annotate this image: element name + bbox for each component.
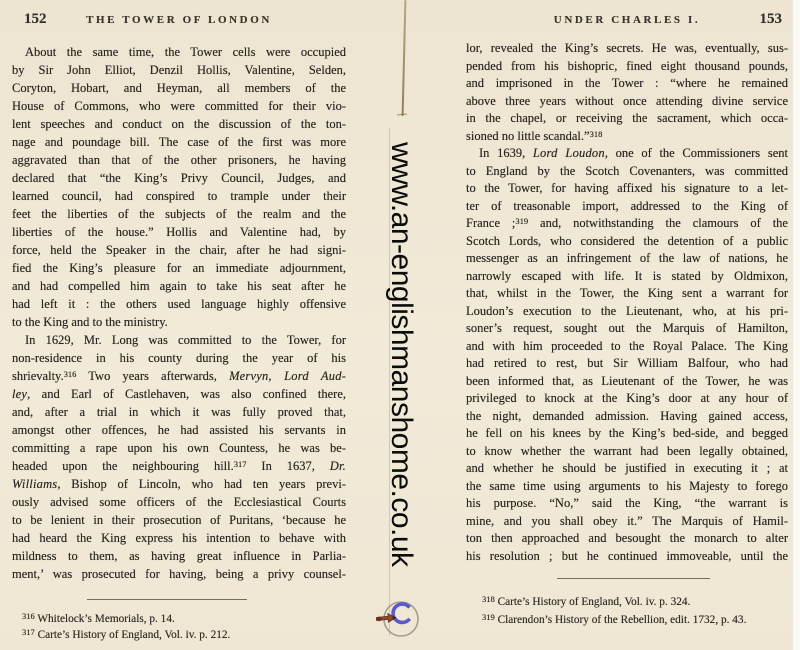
text-line: non-residence in his county during the year of his [12,351,346,365]
text-line: force, held the Speaker in the chair, after he had signi- [12,243,346,257]
text-line: amongst other offences, he had assisted his servants in [12,423,346,437]
text-line: and imprisoned in the Tower : “where he remained [466,76,788,90]
text-line: above three years without once attending divine service [466,93,788,108]
text-line: shrievalty.$^{316}$ Two years afterwards, Mervyn, Lord Aud- [12,369,347,383]
right-page-header [466,11,788,31]
text-line: the night, demanded admission. Having gained access, [466,408,788,423]
right-page-number: 153 [759,11,782,27]
text-line: to the Tower, for having affixed his signature to a let- [466,181,788,195]
text-line: and whether he should be justified in executing it ; at [466,461,788,475]
right-footnotes [466,594,800,629]
text-line: nage and poundage bill. The case of the first was more [12,135,346,149]
scan-right-edge [792,0,800,650]
text-line: Coryton, Hobart, and Heyman, all members of the [12,81,346,95]
text-line: and with him proceeded to the Royal Palace. The King [466,338,788,353]
text-line: About the same time, the Tower cells were occupied [25,45,346,59]
text-line: sioned no little scandal.”$^{318}$ [466,128,603,143]
text-line: to England by the Scotch Covenanters, was committed [466,163,788,178]
left-footnotes [12,611,356,643]
text-line: mildness to them, as having great influence in Parlia- [12,549,346,563]
text-line: aggravated than that of the other prisoners, he having [12,153,346,167]
text-line: had left it : the others used language highly offensive [12,297,346,311]
left-page-number: 152 [24,11,47,27]
text-line: he fell on his knees by the King’s bed-side, and begged [466,426,788,440]
footnote: $^{316}$ Whitelock’s Memorials, p. 14. [22,611,175,625]
text-line: House of Commons, who were committed for their vio- [12,99,346,113]
text-line: ment,’ was prosecuted for having, being a privy counsel- [12,567,346,581]
text-line: had heard the King express his intention to behave with [12,531,346,545]
text-line: and had compelled him again to take his seat after he [12,279,346,293]
right-footnote-separator [557,578,710,579]
text-line: France ;$^{319}$ and, notwithstanding the clamours of the [466,216,788,230]
watermark-stamp-icon [376,596,424,644]
text-line: pended from his bishopric, fined eight thousand pounds, [466,58,788,73]
footnote: $^{319}$ Clarendon’s History of the Rebellion, edit. 1732, p. 43. [482,611,747,626]
left-page [12,0,346,650]
text-line: fied the King’s pleasure for an immediate adjournment, [12,261,346,275]
right-body-text [466,40,788,565]
text-line: committing a rape upon his own Countess, he was be- [12,441,346,455]
text-line: privileged to knock at the King’s door at any hour of [466,391,788,405]
text-line: liberties of the house.” Hollis and Valentine had, by [12,225,346,239]
text-line: ter of treasonable import, addressed to the King of [466,198,788,213]
footnote: $^{317}$ Carte’s History of England, Vol. iv. p. 212. [22,627,231,641]
text-line: been informed that, as Lieutenant of the Tower, he was [466,373,788,388]
text-line: ously advised some officers of the Ecclesiastical Courts [12,495,346,509]
text-line: that, whilst in the Tower, the King sent a warrant for [466,286,788,300]
text-line: learned council, had conspired to trample under their [12,189,346,203]
watermark-text: www.an-englishmanshome.co.uk [385,142,418,567]
text-line: in the chapel, or receiving the sacrament, which occa- [466,111,788,125]
left-running-title: THE TOWER OF LONDON [86,14,272,26]
right-running-title: UNDER CHARLES I. [553,14,701,26]
text-line: feet the liberties of the subjects of the realm and the [12,207,346,221]
text-line: to know whether the warrant had been legally obtained, [466,443,788,458]
text-line: by Sir John Elliot, Denzil Hollis, Valentine, Selden, [12,63,346,77]
text-line: narrowly escaped with life. It is stated by Oldmixon, [466,268,788,283]
left-footnote-separator [87,599,247,600]
text-line: his resolution ; but he continued immoveable, until the [466,548,788,563]
gutter-edge-line [402,0,406,116]
text-line: to the King and to the ministry. [12,315,168,329]
text-line: ley, and Earl of Castlehaven, was also confined there, [12,387,346,401]
text-line: Scotch Lords, who considered the detention of a public [466,233,788,248]
text-line: headed upon the neighbouring hill.$^{317}$ In 1637, Dr. [12,459,346,473]
text-line: soner’s request, sought out the Marquis of Hamilton, [466,321,788,335]
right-page [466,0,788,650]
text-line: In 1639, Lord Loudon, one of the Commissioners sent [479,146,788,160]
text-line: ton then approached and besought the monarch to alter [466,531,788,545]
text-line: and, after a trial in which it was fully proved that, [12,405,346,419]
text-line: messenger as an infringement of the law of nations, he [466,251,788,265]
text-line: In 1629, Mr. Long was committed to the Tower, for [25,333,346,347]
text-line: to be lenient in their prosecution of Puritans, ‘because he [12,513,346,527]
text-line: the same time using arguments to his Majesty to forego [466,478,788,493]
text-line: lent speeches and conduct on the discussion of the ton- [12,117,346,131]
left-body-text [12,43,346,583]
text-line: declared that “the King’s Privy Council, Judges, and [12,171,346,185]
text-line: Loudon’s execution to the Lieutenant, who, at his pri- [466,303,788,318]
text-line: Williams, Bishop of Lincoln, who had ten years previ- [12,477,346,491]
text-line: lor, revealed the King’s secrets. He was, eventually, sus- [466,41,788,55]
text-line: mine, and you shall obey it.” The Marquis of Hamil- [466,513,788,528]
text-line: had retired to rest, but Sir William Balfour, who had [466,356,788,370]
text-line: his purpose. “No,” said the King, “the warrant is [466,496,788,510]
left-page-header [12,11,346,31]
footnote: $^{318}$ Carte’s History of England, Vol. iv. p. 324. [482,594,691,608]
